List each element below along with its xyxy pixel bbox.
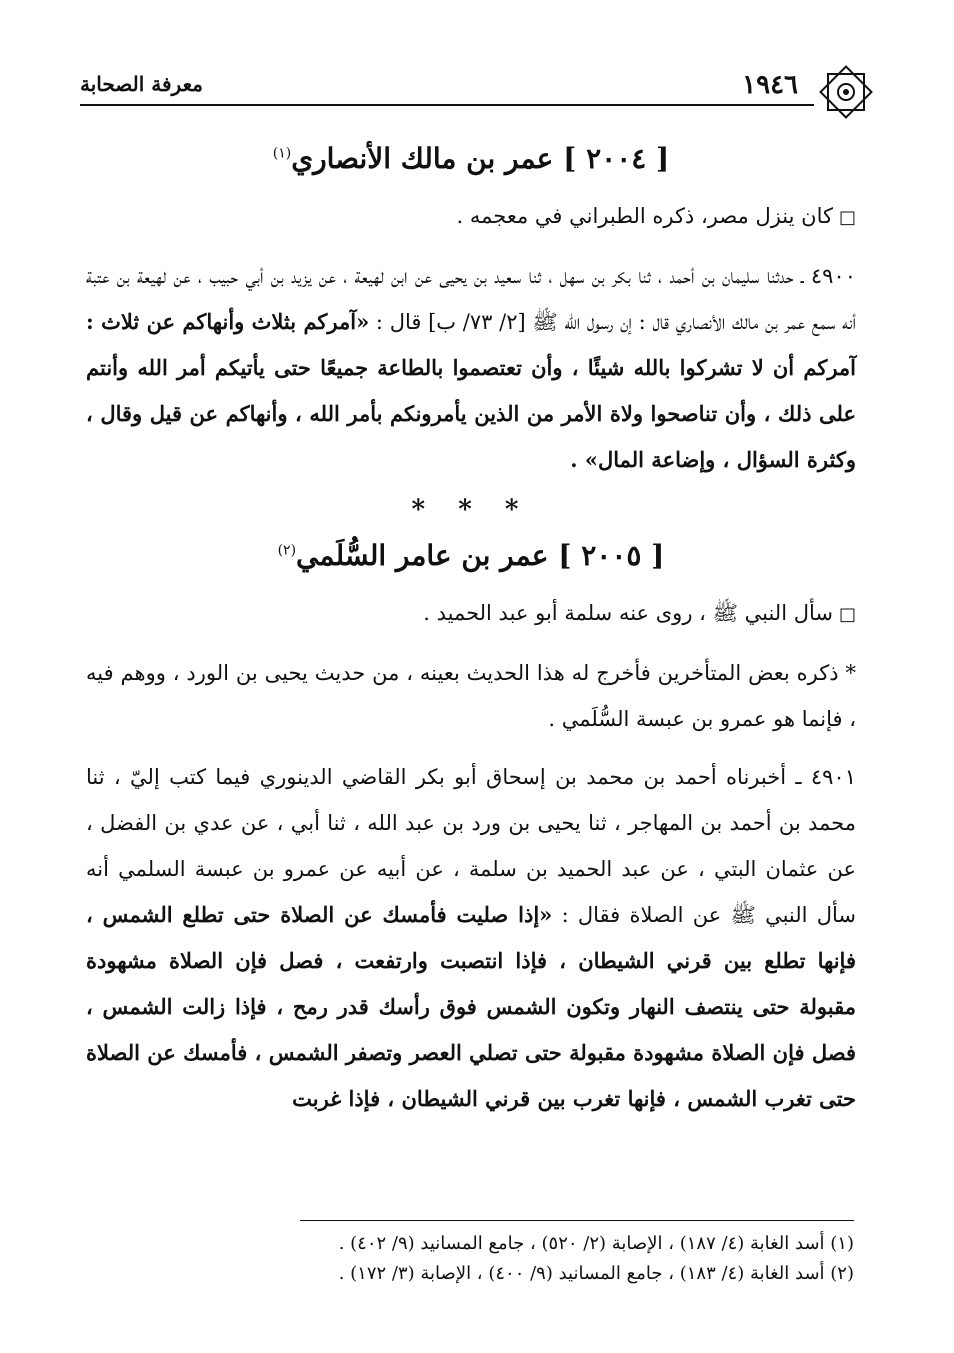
page-header (80, 62, 876, 124)
square-bullet-icon: □ (838, 207, 856, 228)
section-separator: * * * (411, 495, 531, 525)
entry-number: ٢٠٠٤ (586, 142, 647, 175)
entry-number: ٢٠٠٥ (581, 539, 642, 572)
footnote-1: (١) أسد الغابة (٤/ ١٨٧) ، الإصابة (٢/ ٥٢٠) ، جامع المسانيد (٩/ ٤٠٢) . (338, 1233, 854, 1254)
footnote-ref: (٢) (277, 542, 297, 559)
footnote-ref: (١) (272, 145, 292, 162)
header-rule (80, 104, 814, 106)
page-content (86, 128, 856, 1134)
entry-heading-2004: [ ٢٠٠٤ ] عمر بن مالك الأنصاري$^{(١)}$ (272, 142, 670, 175)
entry-name: عمر بن مالك الأنصاري (291, 142, 554, 175)
footnotes (300, 1220, 854, 1289)
hadith-text: «إذا صليت فأمسك عن الصلاة حتى تطلع الشمس ، فإنها تطلع بين قرني الشيطان ، فإذا انتصبت وارتفعت ، فصل فإن الصلاة مشهودة مقبولة حتى ينتصف النهار وتكون الشمس فوق رأسك قدر رمح ، فإذا زالت الشمس ، فصل فإن الصلاة مشهودة مقبولة حتى تصلي العصر وتصفر الشمس ، فأمسك عن الصلاة حتى تغرب الشمس ، فإنها تغرب بين قرني الشيطان ، فإذا غربت (86, 902, 857, 1111)
page-number: ١٩٤٦ (742, 70, 798, 100)
entry-name: عمر بن عامر السُّلَمي (296, 539, 549, 572)
entry-note: * ذكره بعض المتأخرين فأخرج له هذا الحديث بعينه ، من حديث يحيى بن الورد ، ووهم فيه ، فإنما هو عمرو بن عبسة السُّلَمي . (86, 661, 856, 731)
footnote-2: (٢) أسد الغابة (٤/ ١٨٣) ، جامع المسانيد (٩/ ٤٠٠) ، الإصابة (٣/ ١٧٢) . (338, 1263, 854, 1284)
hadith-chain: ٤٩٠٠ ـ حدثنا سليمان بن أحمد ، ثنا بكر بن سهل ، ثنا سعيد بن يحيى عن ابن لهيعة ، عن يزيد بن أبي حبيب ، عن لهيعة بن عتبة أنه سمع عمر بن مالك الأنصاري قال : إن رسول الله ﷺ [٢/ ٧٣/ ب] قال : (86, 264, 856, 334)
entry-heading-2005: [ ٢٠٠٥ ] عمر بن عامر السُّلَمي$^{(٢)}$ (277, 539, 665, 572)
entry-intro: □سأل النبي ﷺ ، روى عنه سلمة أبو عبد الحميد . (423, 601, 856, 625)
book-title: معرفة الصحابة (80, 72, 203, 96)
hadith-text: «آمركم بثلاث وأنهاكم عن ثلاث : آمركم أن لا تشركوا بالله شيئًا ، وأن تعتصموا بالطاعة جميعًا حتى يأتيكم أمر الله وأنتم على ذلك ، وأن تناصحوا ولاة الأمر من الذين يأمرونكم بأمر الله ، وأنهاكم عن قيل وقال ، وكثرة السؤال ، وإضاعة المال» . (86, 309, 856, 472)
hadith-paragraph (86, 754, 856, 1122)
octagram-ornament-icon (816, 62, 876, 122)
entry-intro: □كان ينزل مصر، ذكره الطبراني في معجمه . (456, 204, 856, 228)
hadith-chain: ٤٩٠١ ـ أخبرناه أحمد بن محمد بن إسحاق أبو بكر القاضي الدينوري فيما كتب إليّ ، ثنا محمد بن أحمد بن المهاجر ، ثنا يحيى بن ورد بن عبد الله ، ثنا أبي ، عن عدي بن الفضل ، عن عثمان البتي ، عن عبد الحميد بن سلمة ، عن أبيه عن عمرو بن عبسة السلمي أنه سأل النبي ﷺ عن الصلاة فقال : (86, 765, 856, 927)
hadith-paragraph (86, 253, 856, 483)
square-bullet-icon: □ (838, 604, 856, 625)
